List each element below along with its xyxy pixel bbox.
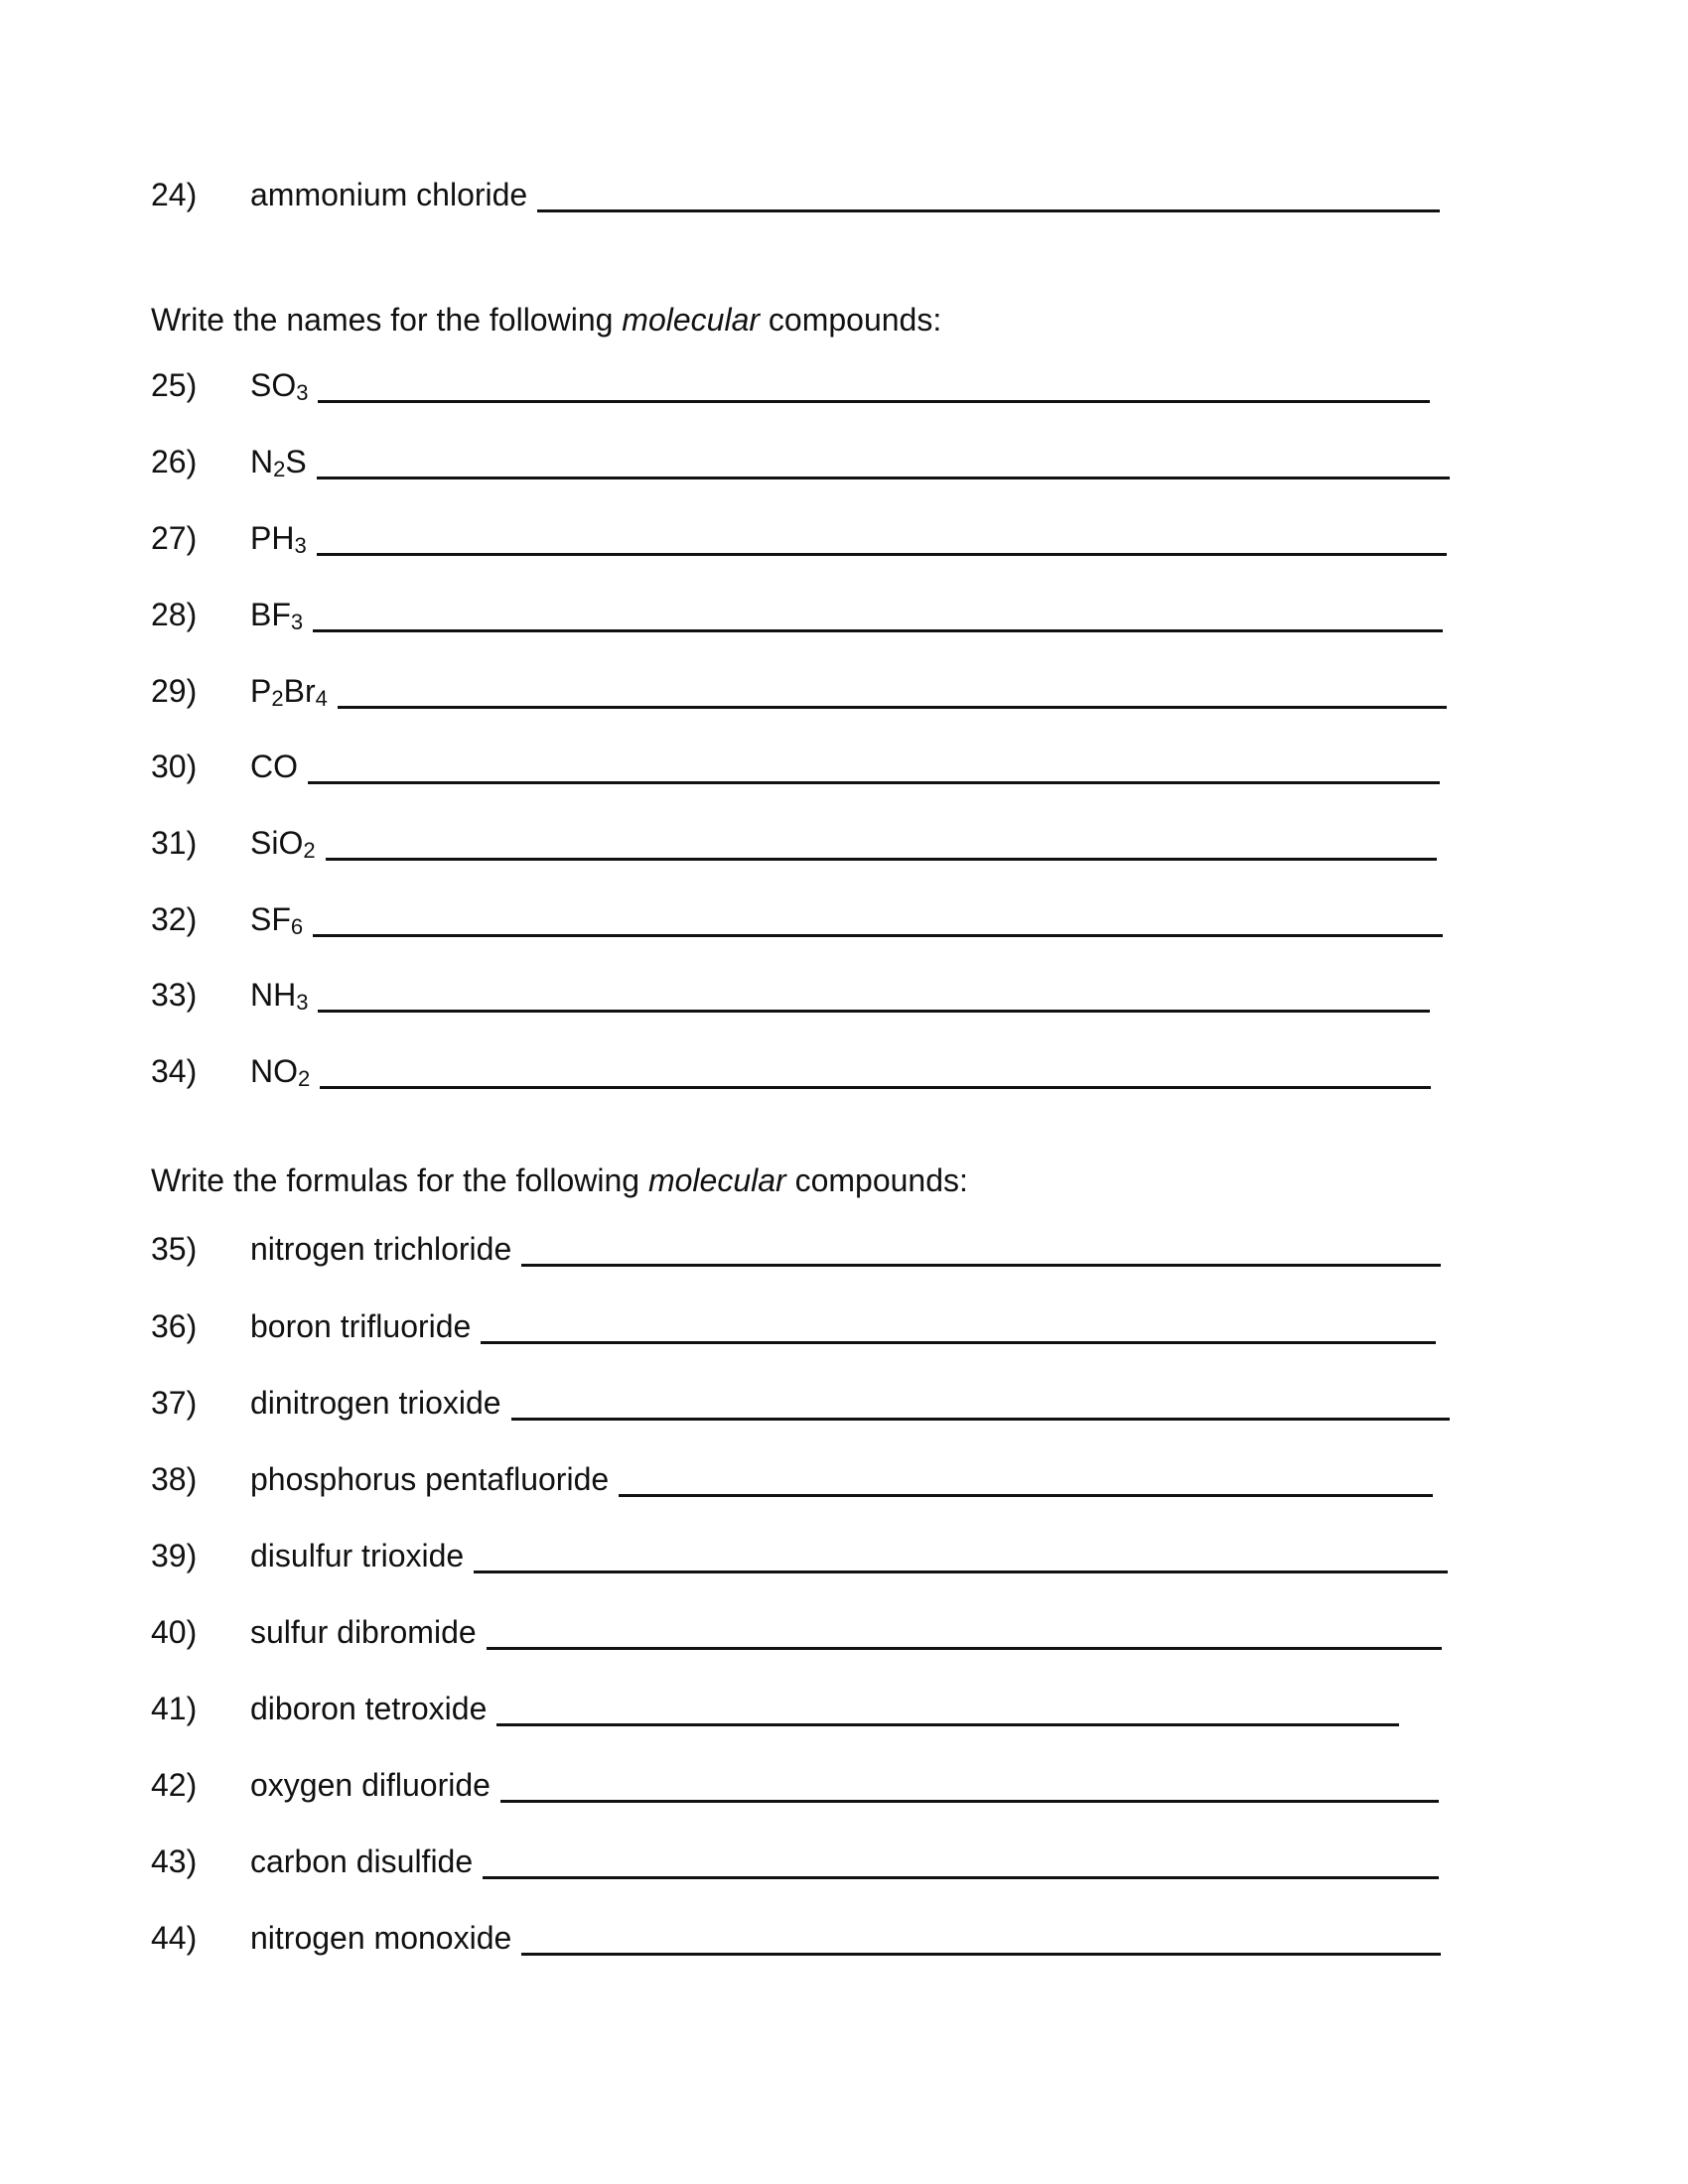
answer-line[interactable]	[487, 1647, 1442, 1650]
answer-line[interactable]	[313, 629, 1443, 632]
question-44	[151, 1910, 1441, 1954]
instruction-emphasis: molecular	[622, 302, 761, 338]
question-43	[151, 1834, 1439, 1877]
formula: $P_2Br_4$	[250, 673, 328, 711]
formula: $NO_2$	[250, 1053, 311, 1091]
question-number: 32)	[151, 901, 198, 937]
question-36	[151, 1298, 1436, 1342]
question-number: 38)	[151, 1461, 198, 1497]
question-text: nitrogen monoxide	[250, 1920, 512, 1956]
question-31	[151, 815, 1437, 863]
question-text: sulfur dibromide	[250, 1614, 477, 1650]
question-38	[151, 1451, 1433, 1495]
question-text: dinitrogen trioxide	[250, 1385, 501, 1421]
question-number: 40)	[151, 1614, 198, 1650]
instruction-prefix: Write the names for the following	[151, 302, 623, 338]
formula: $NH_3$	[250, 977, 309, 1015]
question-number: 33)	[151, 977, 198, 1013]
question-text: carbon disulfide	[250, 1843, 474, 1879]
question-42	[151, 1757, 1439, 1801]
question-number: 37)	[151, 1385, 198, 1421]
question-number: 41)	[151, 1691, 198, 1726]
answer-line[interactable]	[481, 1341, 1436, 1344]
answer-line[interactable]	[496, 1723, 1399, 1726]
answer-line[interactable]	[483, 1876, 1439, 1879]
question-number: 42)	[151, 1767, 198, 1803]
question-text: ammonium chloride	[250, 177, 528, 212]
question-number: 25)	[151, 367, 198, 403]
question-number: 31)	[151, 825, 198, 861]
answer-line[interactable]	[317, 553, 1447, 556]
question-number: 35)	[151, 1231, 198, 1267]
formula: $BF_3$	[250, 597, 304, 634]
answer-line[interactable]	[521, 1264, 1441, 1267]
question-text: disulfur trioxide	[250, 1538, 465, 1573]
answer-line[interactable]	[320, 1086, 1431, 1089]
section-formulas-instruction	[151, 1164, 968, 1196]
question-text: boron trifluoride	[250, 1308, 472, 1344]
answer-line[interactable]	[500, 1800, 1439, 1803]
question-number: 24)	[151, 177, 198, 212]
instruction-prefix: Write the formulas for the following	[151, 1162, 648, 1198]
question-number: 39)	[151, 1538, 198, 1573]
question-25	[151, 357, 1430, 405]
question-30	[151, 739, 1440, 782]
question-35	[151, 1221, 1441, 1265]
answer-line[interactable]	[511, 1418, 1450, 1421]
answer-line[interactable]	[326, 858, 1437, 861]
formula: $PH_3$	[250, 520, 307, 558]
instruction-suffix: compounds:	[760, 302, 942, 338]
question-32	[151, 891, 1443, 939]
question-text: phosphorus pentafluoride	[250, 1461, 610, 1497]
question-number: 43)	[151, 1843, 198, 1879]
question-number: 28)	[151, 597, 198, 632]
answer-line[interactable]	[338, 706, 1447, 709]
question-27	[151, 510, 1447, 558]
question-40	[151, 1604, 1442, 1648]
answer-line[interactable]	[318, 1010, 1430, 1013]
question-number: 34)	[151, 1053, 198, 1089]
instruction-emphasis: molecular	[647, 1162, 786, 1198]
instruction-suffix: compounds:	[785, 1162, 968, 1198]
question-number: 30)	[151, 749, 198, 784]
question-39	[151, 1528, 1448, 1571]
question-37	[151, 1375, 1450, 1419]
question-26	[151, 434, 1450, 481]
question-text: nitrogen trichloride	[250, 1231, 512, 1267]
question-number: 26)	[151, 444, 198, 479]
question-text: diboron tetroxide	[250, 1691, 488, 1726]
answer-line[interactable]	[313, 934, 1443, 937]
question-28	[151, 587, 1443, 634]
formula: $SO_3$	[250, 367, 309, 405]
formula: $N_2S$	[250, 444, 307, 481]
answer-line[interactable]	[474, 1570, 1448, 1573]
question-number: 29)	[151, 673, 198, 709]
answer-line[interactable]	[521, 1953, 1441, 1956]
question-number: 27)	[151, 520, 198, 556]
question-33	[151, 967, 1430, 1015]
answer-line[interactable]	[619, 1494, 1433, 1497]
answer-line[interactable]	[537, 209, 1440, 212]
question-number: 36)	[151, 1308, 198, 1344]
answer-line[interactable]	[318, 400, 1430, 403]
question-41	[151, 1681, 1399, 1724]
question-29	[151, 663, 1447, 711]
formula: SiO$_2$	[250, 825, 316, 863]
formula: CO	[250, 749, 298, 784]
formula: $SF_6$	[250, 901, 304, 939]
question-34	[151, 1043, 1431, 1091]
question-text: oxygen difluoride	[250, 1767, 491, 1803]
answer-line[interactable]	[317, 477, 1450, 479]
question-24	[151, 167, 1440, 210]
question-number: 44)	[151, 1920, 198, 1956]
section-names-instruction	[151, 304, 941, 336]
answer-line[interactable]	[308, 781, 1440, 784]
